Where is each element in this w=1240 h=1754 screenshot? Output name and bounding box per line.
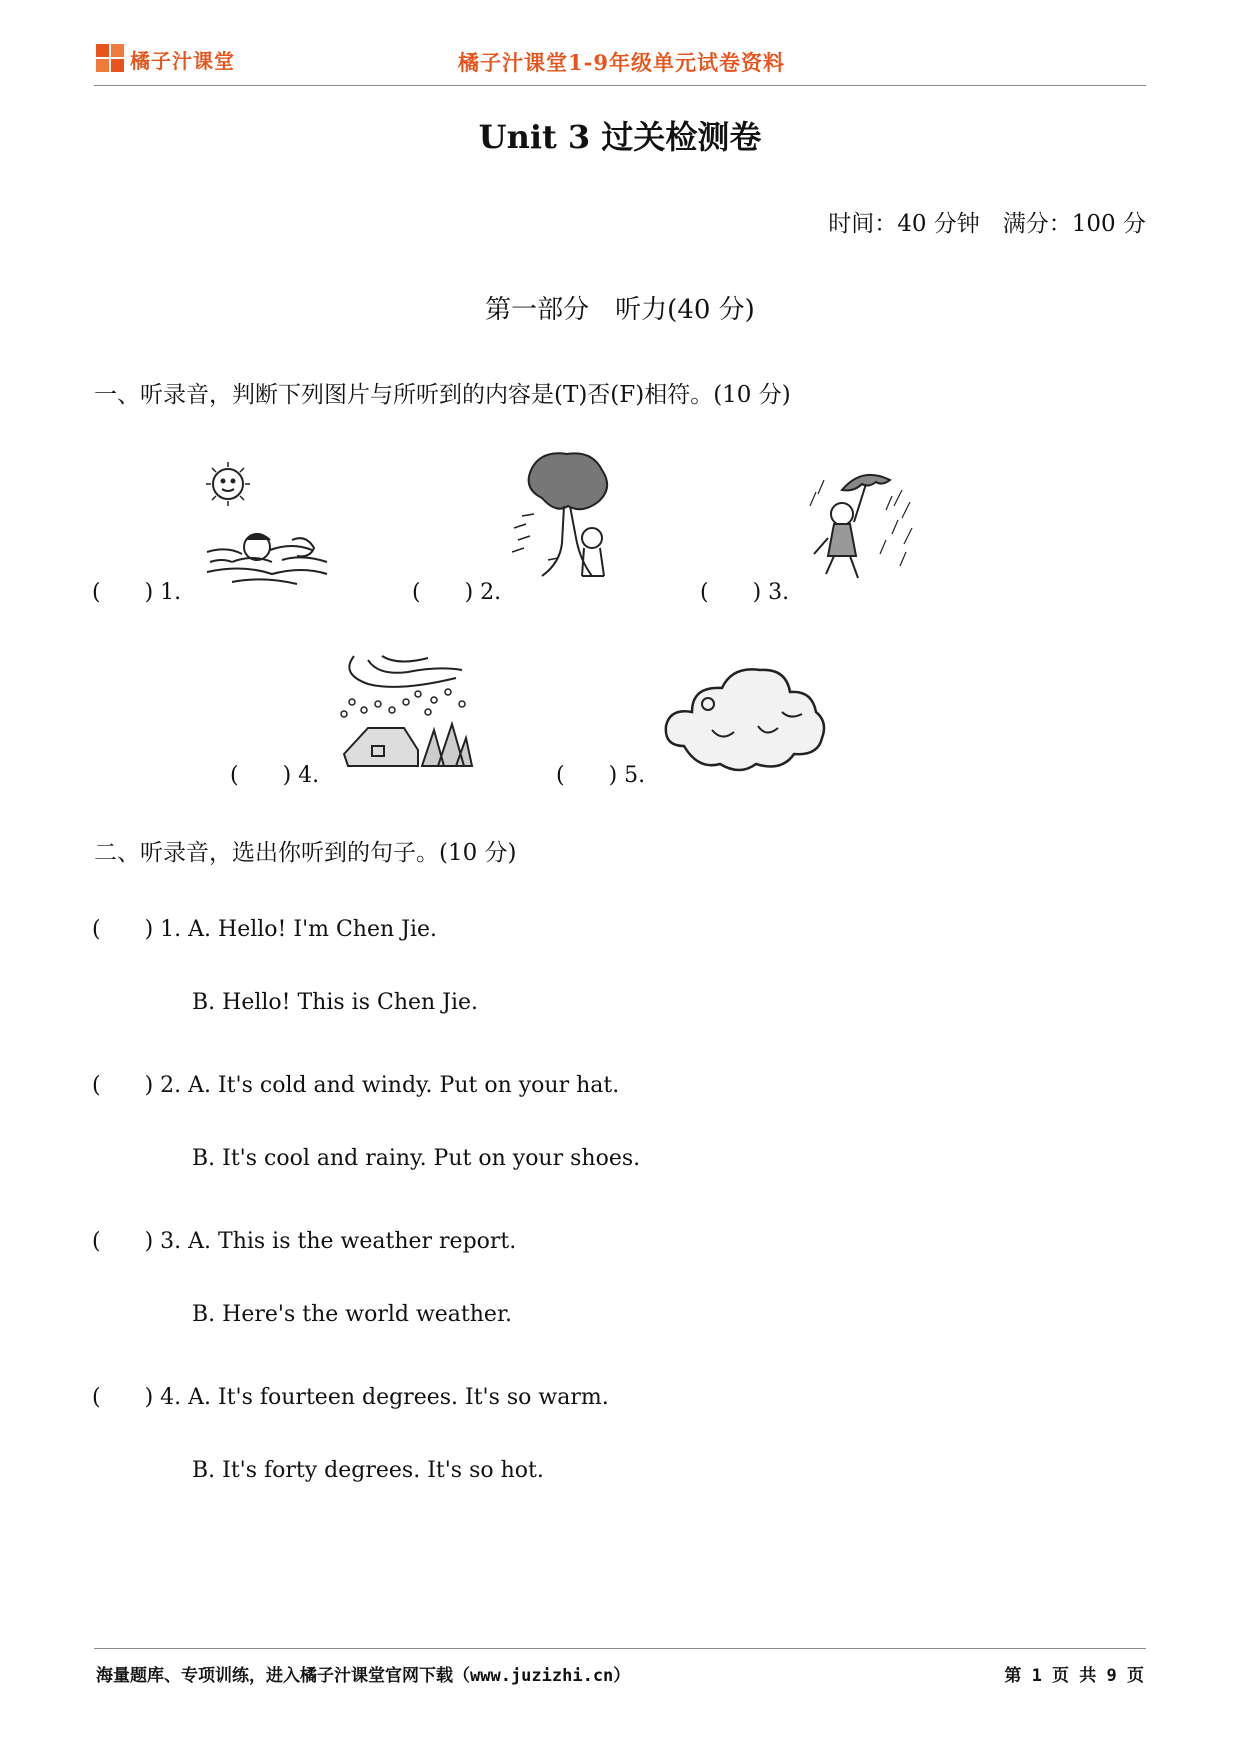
rain-umbrella-girl-icon (806, 462, 918, 584)
snow-house-trees-icon (338, 654, 474, 770)
judge-item-3: ( ) 3. (700, 580, 790, 605)
footer-divider (94, 1648, 1146, 1649)
listen-question-4-option-b: B. It's forty degrees. It's so hot. (192, 1458, 544, 1483)
listen-question-4-option-a: ( ) 4. A. It's fourteen degrees. It's so warm. (92, 1385, 609, 1410)
listen-question-1-option-a: ( ) 1. A. Hello! I'm Chen Jie. (92, 917, 438, 942)
listen-question-2-option-b: B. It's cool and rainy. Put on your shoes. (192, 1146, 641, 1171)
header-title: 橘子汁课堂1-9年级单元试卷资料 (458, 50, 785, 75)
page-title: Unit 3 过关检测卷 (478, 118, 762, 156)
judge-item-5: ( ) 5. (556, 763, 646, 788)
logo-icon (96, 44, 126, 74)
footer-promo-link[interactable]: 海量题库、专项训练，进入橘子汁课堂官网下载（www.juzizhi.cn） (96, 1666, 631, 1686)
judge-item-4: ( ) 4. (230, 763, 320, 788)
part-one-title: 第一部分 听力(40 分) (485, 295, 755, 325)
listen-question-3-option-a: ( ) 3. A. This is the weather report. (92, 1229, 517, 1254)
page-number: 第 1 页 共 9 页 (1004, 1666, 1144, 1686)
sun-swimming-boy-icon (202, 462, 332, 590)
time-score-info: 时间：40 分钟 满分：100 分 (828, 211, 1146, 237)
listen-question-2-option-a: ( ) 2. A. It's cold and windy. Put on your hat. (92, 1073, 620, 1098)
listen-question-3-option-b: B. Here's the world weather. (192, 1302, 513, 1327)
section1-heading: 一、听录音，判断下列图片与所听到的内容是(T)否(F)相符。(10 分) (94, 382, 791, 408)
header-divider (94, 85, 1146, 86)
logo-text: 橘子汁课堂 (130, 49, 235, 73)
windy-tree-child-icon (512, 448, 624, 584)
listen-question-1-option-b: B. Hello! This is Chen Jie. (192, 990, 479, 1015)
judge-item-2: ( ) 2. (412, 580, 502, 605)
cloud-icon (662, 660, 828, 776)
judge-item-1: ( ) 1. (92, 580, 182, 605)
section2-heading: 二、听录音，选出你听到的句子。(10 分) (94, 840, 517, 866)
